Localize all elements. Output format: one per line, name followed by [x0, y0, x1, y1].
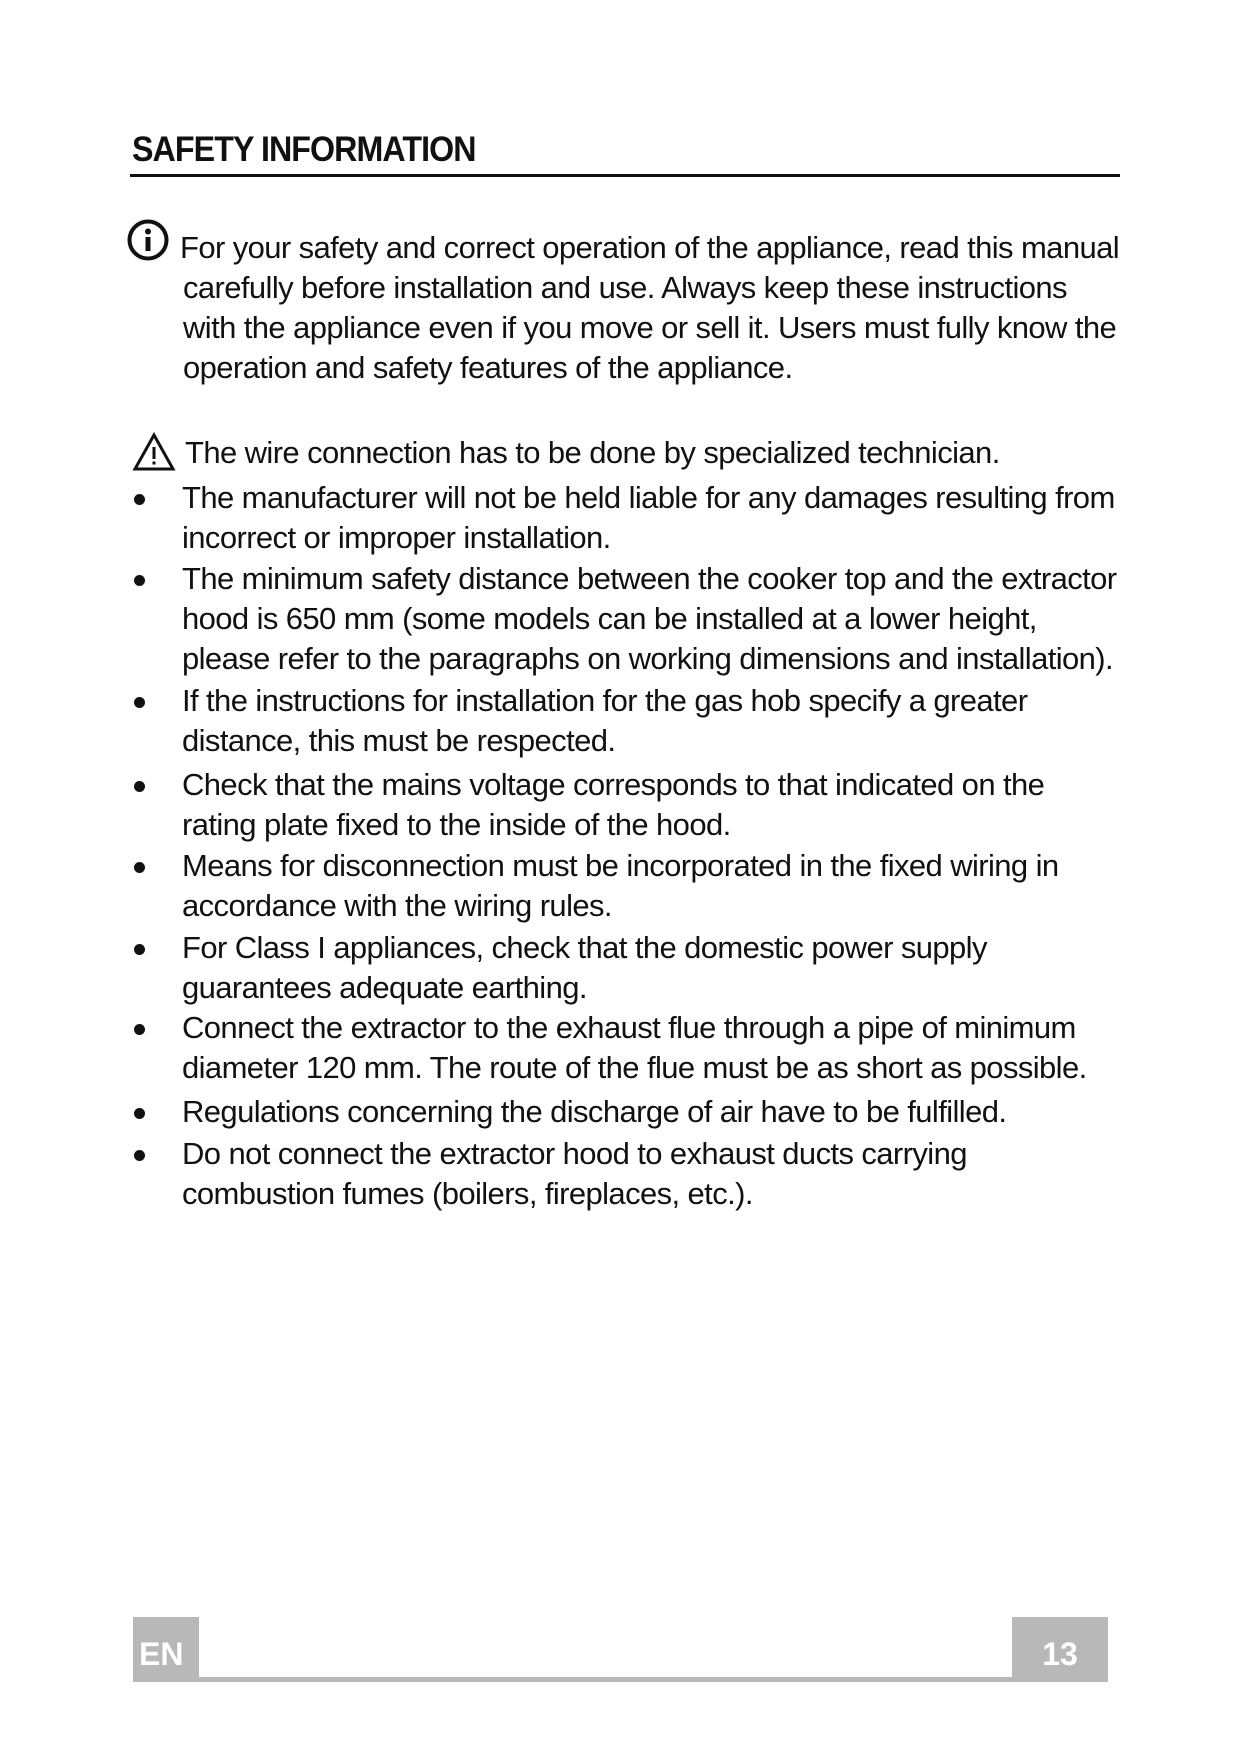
bullet-line: rating plate fixed to the inside of the hood.: [182, 807, 731, 842]
bullet-text: [182, 1134, 967, 1214]
bullet-line: combustion fumes (boilers, fireplaces, etc.).: [182, 1176, 753, 1211]
bullet-text: [182, 1092, 1006, 1132]
info-line: operation and safety features of the appliance.: [183, 350, 793, 385]
info-line: carefully before installation and use. Always keep these instructions: [183, 270, 1067, 305]
bullet-line: For Class I appliances, check that the domestic power supply: [182, 930, 987, 965]
bullet-line: Check that the mains voltage corresponds to that indicated on the: [182, 767, 1045, 802]
bullet-icon: [134, 1024, 145, 1035]
bullet-line: Regulations concerning the discharge of air have to be fulfilled.: [182, 1094, 1007, 1129]
bullet-icon: [134, 944, 145, 955]
info-line: For your safety and correct operation of the appliance, read this manual: [180, 230, 1120, 265]
bullet-line: guarantees adequate earthing.: [182, 970, 587, 1005]
bullet-line: distance, this must be respected.: [182, 723, 616, 758]
bullet-icon: [134, 494, 145, 505]
bullet-icon: [134, 697, 145, 708]
bullet-text: [182, 478, 1115, 558]
bullet-text: [182, 928, 987, 1008]
title-divider: [130, 174, 1120, 177]
bullet-line: incorrect or improper installation.: [182, 520, 611, 555]
bullet-icon: [134, 1108, 145, 1119]
bullet-text: [182, 1008, 1087, 1088]
info-paragraph: [180, 228, 1120, 388]
bullet-icon: [134, 781, 145, 792]
bullet-line: diameter 120 mm. The route of the flue must be as short as possible.: [182, 1050, 1087, 1085]
page-title: SAFETY INFORMATION: [132, 130, 476, 169]
bullet-line: The manufacturer will not be held liable for any damages resulting from: [182, 480, 1115, 515]
bullet-icon: [134, 1150, 145, 1161]
bullet-line: please refer to the paragraphs on working dimensions and installation).: [182, 641, 1114, 676]
bullet-line: accordance with the wiring rules.: [182, 888, 612, 923]
bullet-line: Do not connect the extractor hood to exhaust ducts carrying: [182, 1136, 967, 1171]
warning-triangle-icon: [132, 432, 176, 472]
bullet-line: If the instructions for installation for the gas hob specify a greater: [182, 683, 1028, 718]
bullet-text: [182, 846, 1059, 926]
page-number: 13: [1012, 1617, 1108, 1681]
bullet-line: The minimum safety distance between the cooker top and the extractor: [182, 561, 1117, 596]
info-line: with the appliance even if you move or sell it. Users must fully know the: [183, 310, 1117, 345]
bullet-text: [182, 681, 1027, 761]
bullet-icon: [134, 575, 145, 586]
bullet-line: hood is 650 mm (some models can be installed at a lower height,: [182, 601, 1037, 636]
language-badge: EN: [133, 1617, 199, 1681]
info-icon: [126, 218, 170, 262]
bullet-icon: [134, 862, 145, 873]
bullet-line: Connect the extractor to the exhaust flue through a pipe of minimum: [182, 1010, 1076, 1045]
bullet-line: Means for disconnection must be incorporated in the fixed wiring in: [182, 848, 1059, 883]
warning-text: The wire connection has to be done by specialized technician.: [185, 435, 1000, 470]
footer-divider: [133, 1677, 1108, 1682]
bullet-text: [182, 765, 1044, 845]
bullet-text: [182, 559, 1117, 679]
